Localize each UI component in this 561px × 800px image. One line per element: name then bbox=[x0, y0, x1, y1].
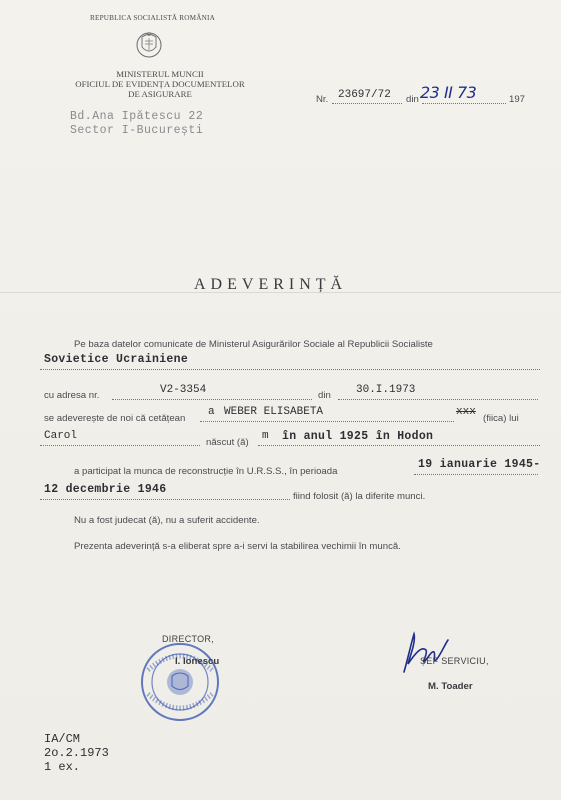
nr-dotted-line bbox=[332, 103, 402, 104]
office-line-2: DE ASIGURARE bbox=[128, 89, 192, 99]
period-start: 19 ianuarie 1945- bbox=[418, 458, 541, 471]
purpose-text: Prezenta adeverință s-a eliberat spre a-i servi la stabilirea vechimii în muncă. bbox=[74, 541, 401, 552]
country-value: Sovietice Ucrainiene bbox=[44, 353, 189, 366]
father-name: Carol bbox=[44, 430, 78, 442]
coat-of-arms-emblem bbox=[134, 29, 164, 59]
period-start-dotted-line bbox=[414, 474, 538, 475]
country-dotted-line bbox=[40, 369, 540, 370]
address-value: V2-3354 bbox=[160, 384, 207, 396]
ministry-heading bbox=[60, 69, 260, 99]
date-dotted-line bbox=[422, 103, 506, 104]
director-name: I. Ionescu bbox=[175, 656, 220, 667]
address-date-value: 30.I.1973 bbox=[356, 384, 416, 396]
document-title: ADEVERINȚĂ bbox=[194, 276, 348, 293]
footer-date: 2o.2.1973 bbox=[44, 746, 109, 760]
nr-din-label: din bbox=[406, 94, 419, 105]
chief-name: M. Toader bbox=[428, 681, 473, 692]
period-end: 12 decembrie 1946 bbox=[44, 483, 167, 496]
year-prefix: 197 bbox=[509, 94, 526, 105]
chief-handwritten-signature bbox=[398, 628, 456, 680]
nr-value: 23697/72 bbox=[338, 89, 391, 101]
footer-copies: 1 ex. bbox=[44, 760, 81, 774]
body-line-1: Pe baza datelor comunicate de Ministerul Asigurărilor Sociale al Republicii Socialiste bbox=[74, 339, 433, 350]
citizen-name: WEBER ELISABETA bbox=[224, 406, 324, 418]
chief-label: ȘEF SERVICIU, bbox=[420, 656, 489, 666]
official-stamp bbox=[138, 640, 222, 724]
citizen-dotted-line bbox=[200, 421, 454, 422]
republic-heading: REPUBLICA SOCIALISTĂ ROMÂNIA bbox=[90, 14, 216, 22]
fiica-label: (fiica) lui bbox=[483, 413, 519, 424]
born-value: în anul 1925 în Hodon bbox=[282, 430, 434, 443]
address-line-2: Sector I-București bbox=[70, 124, 204, 137]
nr-label: Nr. bbox=[316, 94, 329, 105]
footer-ref: IA/CM bbox=[44, 732, 81, 746]
office-line-1: OFICIUL DE EVIDENȚA DOCUMENTELOR bbox=[75, 79, 245, 89]
father-dotted-line bbox=[40, 445, 200, 446]
participated-text: a participat la munca de reconstrucție în U.R.S.S., în perioada bbox=[74, 466, 338, 477]
address-line-1: Bd.Ana Ipătescu 22 bbox=[70, 110, 204, 123]
address-din-label: din bbox=[318, 390, 331, 401]
nr-date-handwritten: 23 II 73 bbox=[420, 83, 477, 102]
used-label: fiind folosit (ă) la diferite munci. bbox=[293, 491, 426, 502]
struck-out-text: xxx bbox=[456, 406, 476, 418]
ministry-name: MINISTERUL MUNCII bbox=[116, 69, 204, 79]
born-prefix: m bbox=[262, 430, 269, 442]
born-dotted-line bbox=[258, 445, 540, 446]
citizen-prefix: a bbox=[208, 406, 215, 418]
director-label: DIRECTOR, bbox=[162, 634, 215, 644]
not-judged-text: Nu a fost judecat (ă), nu a suferit accidente. bbox=[74, 515, 260, 526]
address-date-dotted-line bbox=[338, 399, 538, 400]
born-label: născut (ă) bbox=[206, 437, 249, 448]
address-dotted-line bbox=[112, 399, 312, 400]
period-end-dotted-line bbox=[40, 499, 290, 500]
certify-label: se adeverește de noi că cetățean bbox=[44, 413, 186, 424]
address-label: cu adresa nr. bbox=[44, 390, 100, 401]
